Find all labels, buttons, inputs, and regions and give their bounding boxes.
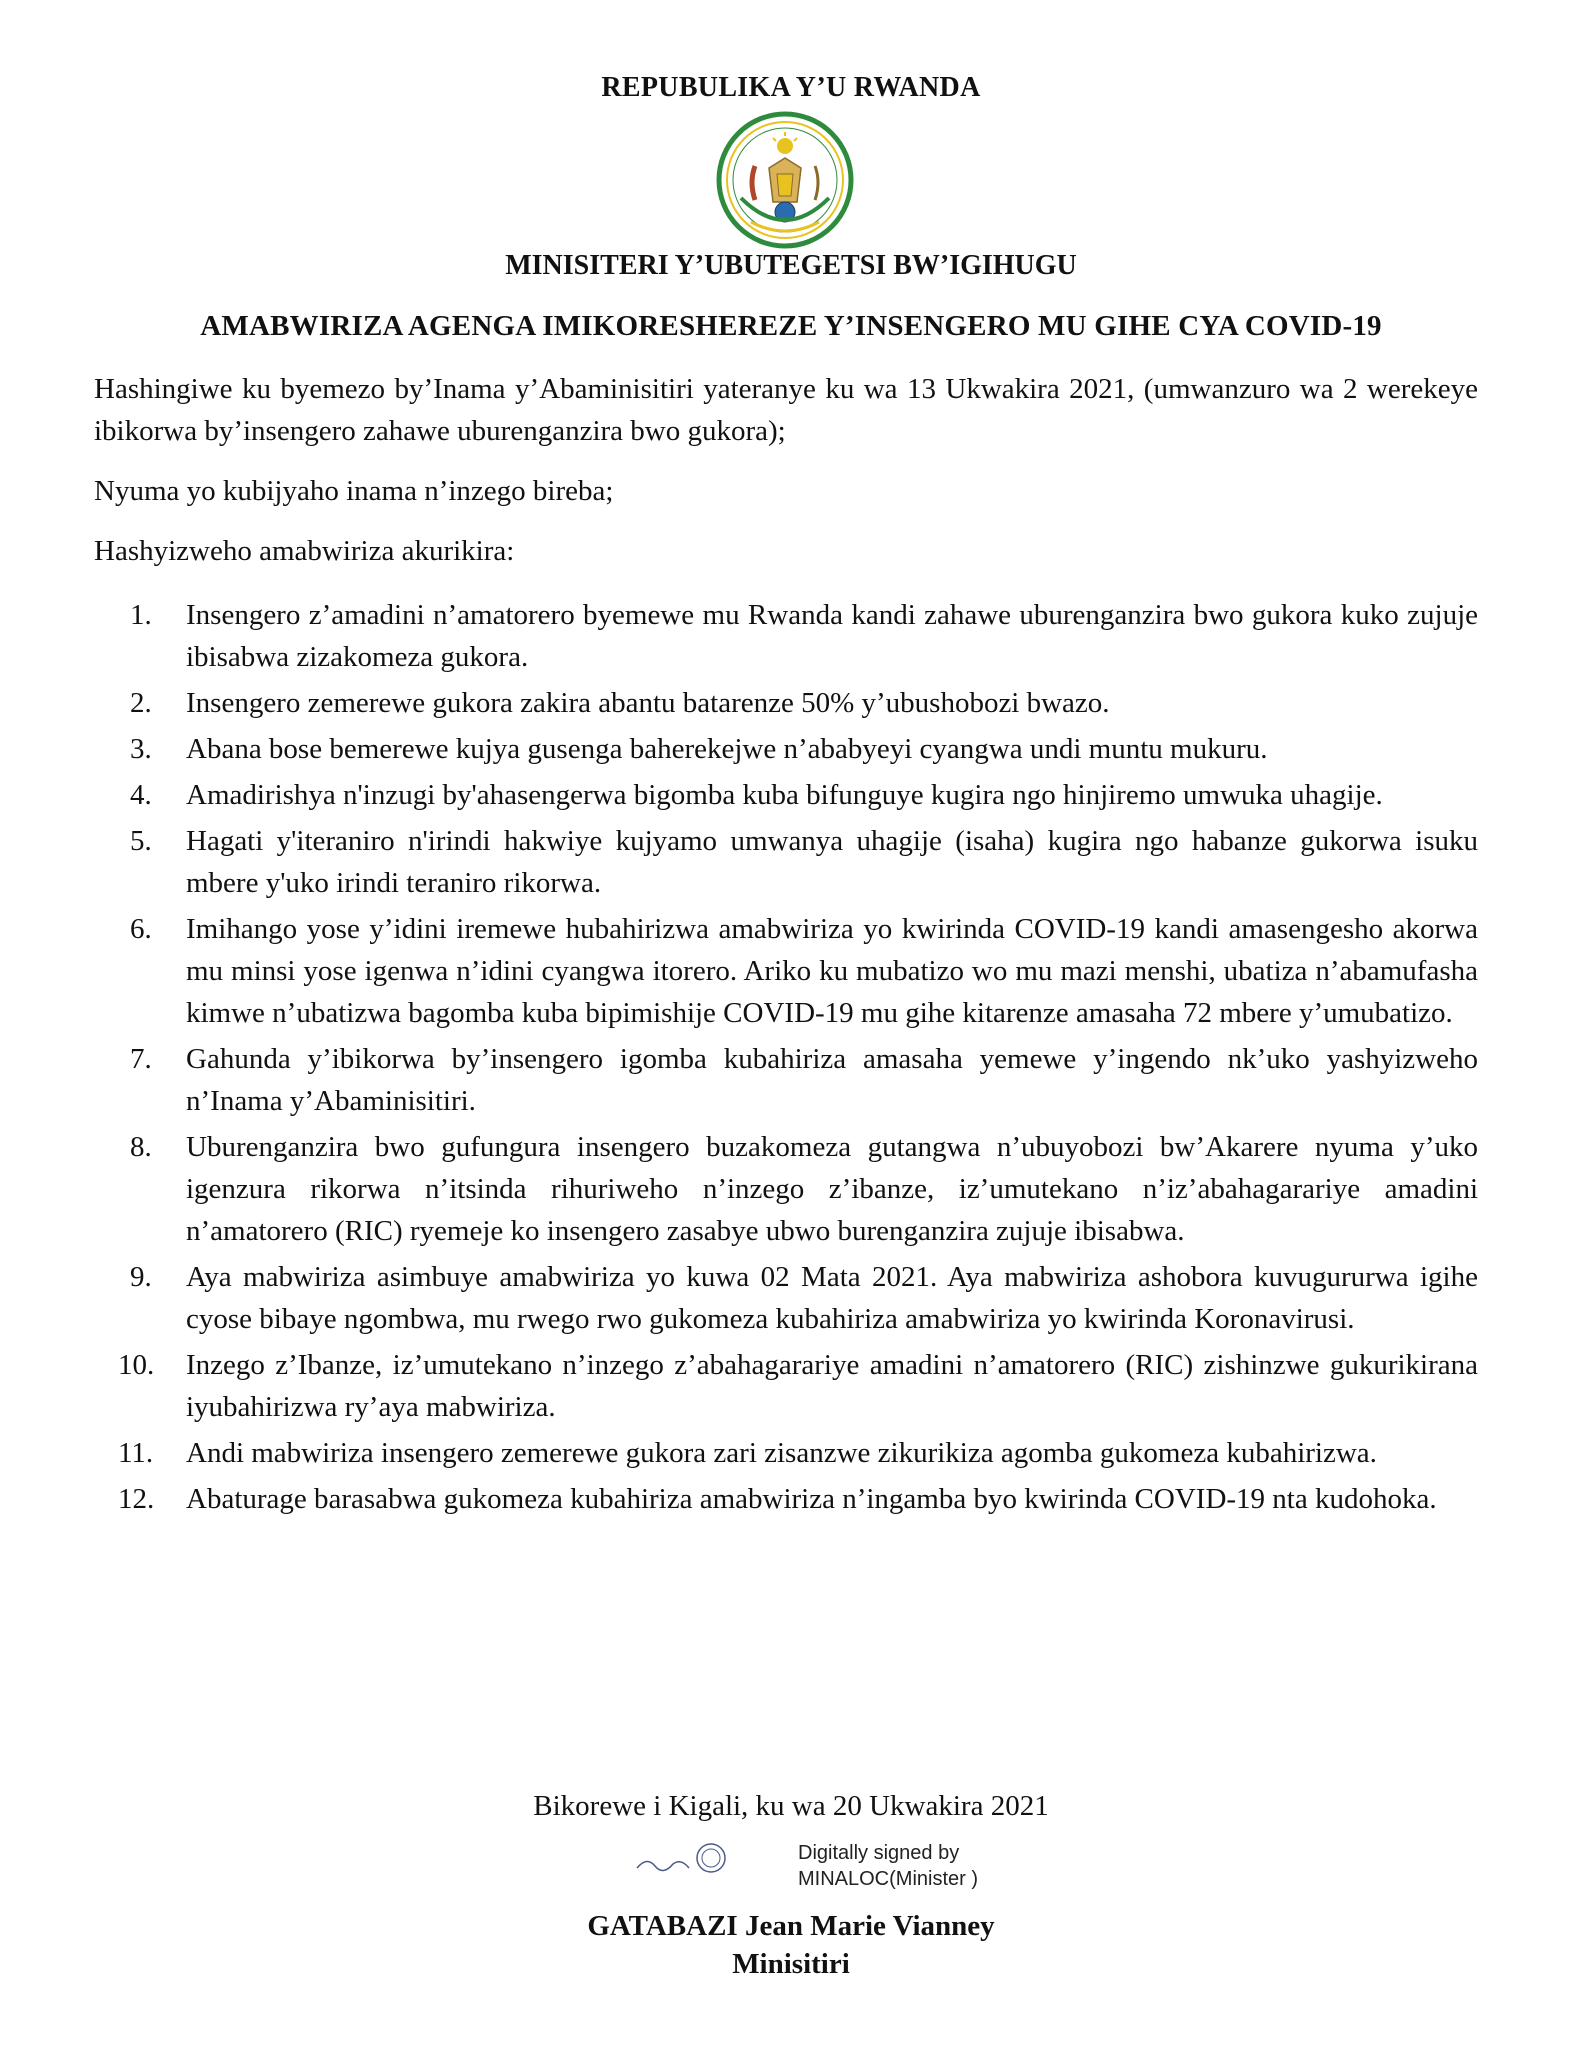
- list-item-text: Imihango yose y’idini iremewe hubahirizwa amabwiriza yo kwirinda COVID-19 kandi amasengesho akorwa mu minsi yose igenwa n’idini cyangwa itorero. Ariko ku mubatizo wo mu mazi menshi, ubatiza n’abamufasha kimwe n’ubatizwa bagomba kuba bipimishije COVID-19 mu gihe kitarenze amasaha 72 mbere y’umubatizo.: [186, 913, 1478, 1029]
- digital-signature-line-2: MINALOC(Minister ): [798, 1868, 979, 1890]
- list-item-number: 9.: [130, 1261, 152, 1293]
- list-item-number: 10.: [118, 1349, 155, 1381]
- list-item: [94, 820, 1478, 904]
- list-item: [94, 594, 1478, 678]
- list-item: [94, 1126, 1478, 1252]
- list-item: [94, 774, 1478, 816]
- digital-signature-text: [798, 1840, 978, 1892]
- list-item-text: Gahunda y’ibikorwa by’insengero igomba kubahiriza amasaha yemewe y’ingendo nk’uko yashyizweho n’Inama y’Abaminisitiri.: [186, 1043, 1478, 1117]
- list-item-text: Amadirishya n'inzugi by'ahasengerwa bigomba kuba bifunguye kugira ngo hinjiremo umwuka uhagije.: [186, 779, 1383, 811]
- list-item: [94, 1256, 1478, 1340]
- republic-heading: REPUBULIKA Y’U RWANDA: [601, 72, 981, 103]
- signatory-title: Minisitiri: [732, 1948, 850, 1980]
- list-item-number: 2.: [130, 687, 152, 719]
- list-item-text: Inzego z’Ibanze, iz’umutekano n’inzego z’abahagarariye amadini n’amatorero (RIC) zishinzwe gukurikirana iyubahirizwa ry’aya mabwiriza.: [186, 1349, 1478, 1423]
- list-item: [94, 1038, 1478, 1122]
- list-item-text: Insengero zemerewe gukora zakira abantu batarenze 50% y’ubushobozi bwazo.: [186, 687, 1110, 719]
- intro-paragraph-3: Hashyizweho amabwiriza akurikira:: [94, 535, 515, 567]
- list-item-text: Abana bose bemerewe kujya gusenga baherekejwe n’ababyeyi cyangwa undi muntu mukuru.: [186, 733, 1268, 765]
- list-item-text: Andi mabwiriza insengero zemerewe gukora zari zisanzwe zikurikiza agomba gukomeza kubahirizwa.: [186, 1437, 1377, 1469]
- list-item: [94, 908, 1478, 1034]
- list-item-text: Insengero z’amadini n’amatorero byemewe mu Rwanda kandi zahawe uburenganzira bwo gukora kuko zujuje ibisabwa zizakomeza gukora.: [186, 599, 1478, 673]
- list-item-text: Aya mabwiriza asimbuye amabwiriza yo kuwa 02 Mata 2021. Aya mabwiriza ashobora kuvugururwa igihe cyose bibaye ngombwa, mu rwego rwo gukomeza kubahiriza amabwiriza yo kwirinda Koronavirusi.: [186, 1261, 1478, 1335]
- list-item-number: 5.: [130, 825, 152, 857]
- intro-paragraph-2: Nyuma yo kubijyaho inama n’inzego bireba;: [94, 475, 614, 507]
- list-item: [94, 1432, 1478, 1474]
- list-item: [94, 1478, 1478, 1520]
- list-item: [94, 728, 1478, 770]
- rwanda-coat-of-arms-icon: [715, 110, 855, 250]
- signatory-name: GATABAZI Jean Marie Vianney: [587, 1910, 995, 1942]
- list-item-number: 4.: [130, 779, 152, 811]
- list-item-number: 8.: [130, 1131, 152, 1163]
- list-item: [94, 1344, 1478, 1428]
- list-item-text: Abaturage barasabwa gukomeza kubahiriza amabwiriza n’ingamba byo kwirinda COVID-19 nta kudohoka.: [186, 1483, 1437, 1515]
- list-item: [94, 682, 1478, 724]
- digital-signature-icon: [633, 1838, 733, 1884]
- list-item-text: Hagati y'iteraniro n'irindi hakwiye kujyamo umwanya uhagije (isaha) kugira ngo habanze gukorwa isuku mbere y'uko irindi teraniro rikorwa.: [186, 825, 1478, 899]
- list-item-text: Uburenganzira bwo gufungura insengero buzakomeza gutangwa n’ubuyobozi bw’Akarere nyuma y’uko igenzura rikorwa n’itsinda rihuriweho n’inzego z’ibanze, iz’umutekano n’iz’abahagarariye amadini n’amatorero (RIC) ryemeje ko insengero zasabye ubwo burenganzira zujuje ibisabwa.: [186, 1131, 1478, 1247]
- list-item-number: 7.: [130, 1043, 152, 1075]
- date-line: Bikorewe i Kigali, ku wa 20 Ukwakira 2021: [533, 1790, 1049, 1822]
- document-title: AMABWIRIZA AGENGA IMIKORESHEREZE Y’INSENGERO MU GIHE CYA COVID-19: [200, 310, 1382, 342]
- list-item-number: 11.: [118, 1437, 154, 1469]
- list-item-number: 3.: [130, 733, 152, 765]
- list-item-number: 1.: [130, 599, 152, 631]
- ministry-heading: MINISITERI Y’UBUTEGETSI BW’IGIHUGU: [505, 250, 1077, 281]
- rules-list: [94, 594, 1478, 1524]
- digital-signature-line-1: Digitally signed by: [798, 1842, 960, 1864]
- intro-paragraph-1: Hashingiwe ku byemezo by’Inama y’Abaminisitiri yateranye ku wa 13 Ukwakira 2021, (umwanzuro wa 2 werekeye ibikorwa by’insengero zahawe uburenganzira bwo gukora);: [94, 373, 1478, 447]
- list-item-number: 12.: [118, 1483, 155, 1515]
- list-item-number: 6.: [130, 913, 152, 945]
